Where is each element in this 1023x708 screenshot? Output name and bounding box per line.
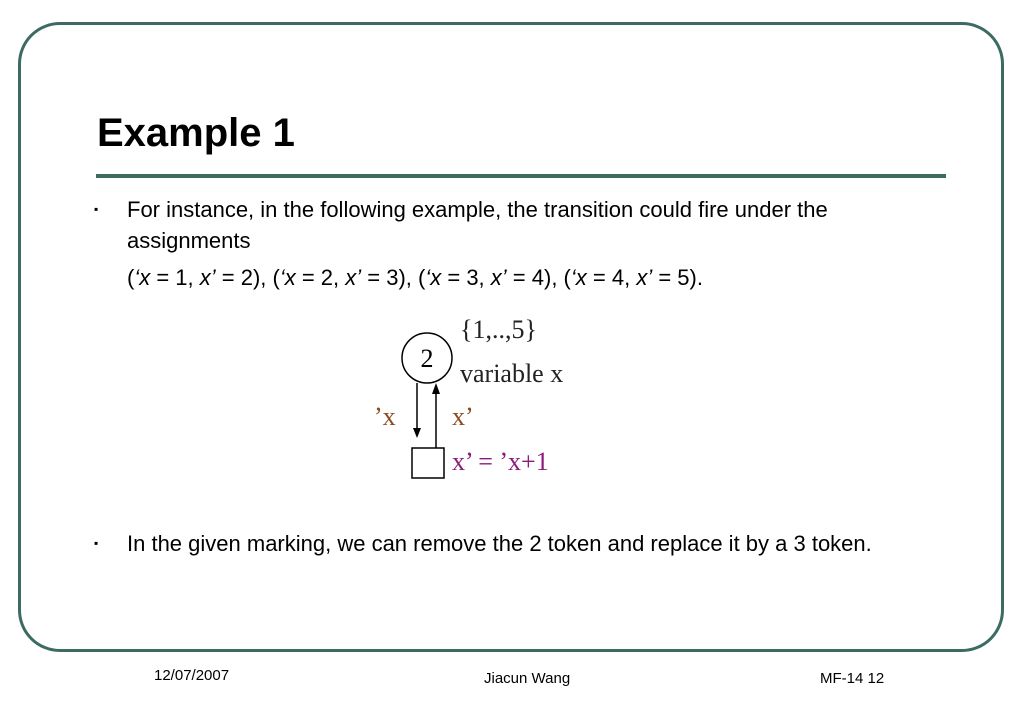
assignment-variable: ‘x	[134, 265, 151, 290]
place-token: 2	[420, 344, 434, 373]
assignment-text: = 1,	[150, 265, 200, 290]
title-divider	[96, 174, 946, 178]
place-domain: {1,..,5}	[460, 315, 537, 344]
footer-page-number: MF-14 12	[820, 670, 885, 687]
output-arc-label: x’	[452, 402, 474, 431]
assignment-variable: ‘x	[279, 265, 296, 290]
assignment-list	[127, 262, 703, 293]
input-arc-label: ’x	[374, 402, 396, 431]
footer-date: 12/07/2007	[154, 667, 230, 684]
assignment-text: = 3), (	[361, 265, 426, 290]
bullet-marker-icon: ▪	[94, 536, 99, 550]
petri-net-diagram	[362, 310, 622, 490]
place-type: variable x	[460, 359, 564, 388]
slide-title: Example 1	[97, 111, 295, 155]
assignment-variable: x’	[199, 265, 216, 290]
bullet-marker-icon: ▪	[94, 202, 99, 216]
assignment-text: (	[127, 265, 135, 290]
assignment-text: = 2), (	[215, 265, 280, 290]
assignment-variable: ‘x	[570, 265, 587, 290]
assignment-variable: x’	[490, 265, 507, 290]
bullet-text: For instance, in the following example, the transition could fire under the assignments	[127, 197, 828, 253]
transition-box	[412, 448, 444, 478]
assignment-text: = 4), (	[506, 265, 571, 290]
transition-guard: x’ = ’x+1	[452, 447, 549, 476]
assignment-text: = 2,	[295, 265, 346, 290]
assignment-variable: ‘x	[425, 265, 442, 290]
footer-author: Jiacun Wang	[484, 670, 571, 687]
assignment-text: = 3,	[441, 265, 491, 290]
output-arc-arrowhead-icon	[432, 383, 440, 394]
assignment-variable: x’	[636, 265, 653, 290]
assignment-text: = 5).	[652, 265, 703, 290]
assignment-text: = 4,	[586, 265, 637, 290]
bullet-text: In the given marking, we can remove the 2 token and replace it by a 3 token.	[127, 531, 872, 556]
assignment-variable: x’	[345, 265, 362, 290]
input-arc-arrowhead-icon	[413, 428, 421, 438]
